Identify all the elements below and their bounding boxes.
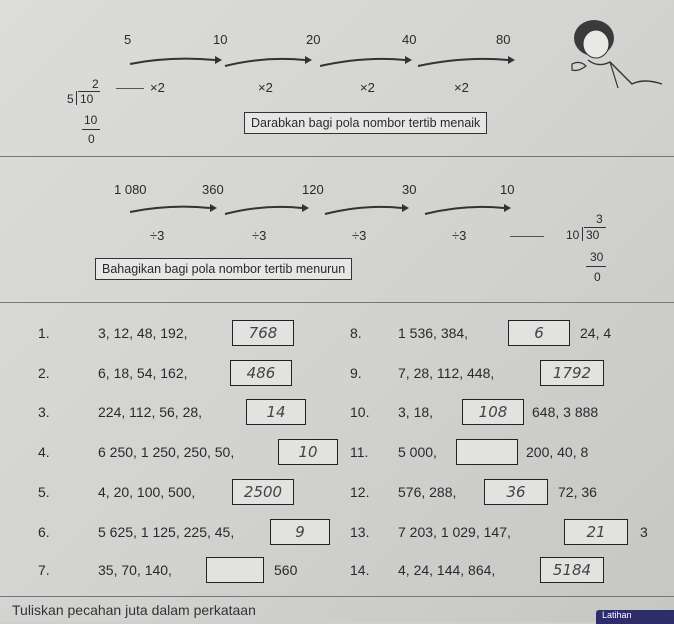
exercise-number: 1. bbox=[38, 325, 50, 341]
arrow-curve bbox=[130, 207, 210, 212]
arrow-curve bbox=[425, 207, 504, 214]
answer-box[interactable]: 5184 bbox=[540, 557, 604, 583]
operation-label: ×2 bbox=[454, 80, 469, 95]
answer-box[interactable]: 768 bbox=[232, 320, 294, 346]
arrow-curve bbox=[225, 59, 305, 66]
sequence-tail: 560 bbox=[274, 562, 298, 578]
division-bracket bbox=[582, 227, 583, 241]
sequence-text: 3, 12, 48, 192, bbox=[98, 325, 188, 341]
answer-box[interactable]: 36 bbox=[484, 479, 548, 505]
operation-label: ÷3 bbox=[352, 228, 367, 243]
operation-label: ×2 bbox=[360, 80, 375, 95]
operation-label: ÷3 bbox=[452, 228, 467, 243]
subtraction-bar bbox=[82, 129, 100, 130]
answer-box[interactable]: 2500 bbox=[232, 479, 294, 505]
operation-label: ×2 bbox=[150, 80, 165, 95]
sequence-text: 1 536, 384, bbox=[398, 325, 469, 341]
answer-box[interactable]: 10 bbox=[278, 439, 338, 465]
arrow-curve bbox=[130, 59, 215, 64]
remainder: 0 bbox=[88, 132, 95, 146]
division-bracket bbox=[76, 91, 77, 105]
sequence-number: 10 bbox=[500, 182, 515, 197]
exercise-number: 5. bbox=[38, 484, 50, 500]
sequence-text: 5 000, bbox=[398, 444, 437, 460]
sequence-text: 6 250, 1 250, 250, 50, bbox=[98, 444, 235, 460]
answer-box[interactable] bbox=[206, 557, 264, 583]
divisor: 10 bbox=[566, 228, 580, 242]
instruction-box: Bahagikan bagi pola nombor tertib menurun bbox=[95, 258, 352, 280]
arrow-curve bbox=[225, 207, 302, 214]
arrow-head bbox=[210, 204, 217, 212]
arrow-curve bbox=[325, 207, 402, 214]
arrow-head bbox=[508, 56, 515, 64]
connector-line bbox=[510, 236, 544, 237]
arrow-head bbox=[215, 56, 222, 64]
sequence-tail: 200, 40, 8 bbox=[526, 444, 589, 460]
division-bar bbox=[78, 91, 100, 92]
sequence-text: 576, 288, bbox=[398, 484, 457, 500]
connector-line bbox=[116, 88, 144, 89]
sequence-text: 7 203, 1 029, 147, bbox=[398, 524, 511, 540]
section-divider bbox=[0, 596, 674, 597]
answer-box[interactable]: 14 bbox=[246, 399, 306, 425]
dividend: 10 bbox=[80, 92, 94, 106]
product: 30 bbox=[590, 250, 604, 264]
curved-arrows bbox=[120, 52, 530, 74]
operation-label: ÷3 bbox=[150, 228, 165, 243]
exercise-number: 12. bbox=[350, 484, 370, 500]
exercise-number: 4. bbox=[38, 444, 50, 460]
sequence-number: 30 bbox=[402, 182, 417, 197]
sequence-number: 20 bbox=[306, 32, 321, 47]
sequence-number: 1 080 bbox=[114, 182, 147, 197]
sequence-number: 10 bbox=[213, 32, 228, 47]
sequence-text: 5 625, 1 125, 225, 45, bbox=[98, 524, 235, 540]
sequence-number: 5 bbox=[124, 32, 132, 47]
answer-box[interactable]: 6 bbox=[508, 320, 570, 346]
sequence-text: 7, 28, 112, 448, bbox=[398, 365, 495, 381]
curved-arrows bbox=[120, 200, 530, 222]
subtraction-bar bbox=[586, 266, 606, 267]
exercise-number: 6. bbox=[38, 524, 50, 540]
arrow-head bbox=[405, 56, 412, 64]
sequence-text: 4, 24, 144, 864, bbox=[398, 562, 496, 578]
exercise-number: 7. bbox=[38, 562, 50, 578]
sequence-tail: 3 bbox=[640, 524, 648, 540]
product: 10 bbox=[84, 113, 98, 127]
dividend: 30 bbox=[586, 228, 600, 242]
arrow-head bbox=[305, 56, 312, 64]
sequence-text: 224, 112, 56, 28, bbox=[98, 404, 203, 420]
arrow-head bbox=[504, 204, 511, 212]
next-section-heading: Tuliskan pecahan juta dalam perkataan bbox=[12, 602, 256, 618]
operation-label: ÷3 bbox=[252, 228, 267, 243]
answer-box[interactable]: 9 bbox=[270, 519, 330, 545]
divisor: 5 bbox=[67, 92, 74, 106]
answer-box[interactable]: 1792 bbox=[540, 360, 604, 386]
sequence-number: 120 bbox=[302, 182, 324, 197]
quotient: 3 bbox=[596, 212, 603, 226]
answer-box[interactable]: 21 bbox=[564, 519, 628, 545]
sequence-text: 35, 70, 140, bbox=[98, 562, 172, 578]
answer-box[interactable] bbox=[456, 439, 518, 465]
exercise-number: 11. bbox=[350, 444, 369, 460]
sequence-tail: 648, 3 888 bbox=[532, 404, 599, 420]
sequence-number: 40 bbox=[402, 32, 417, 47]
section-divider bbox=[0, 302, 674, 303]
section-divider bbox=[0, 156, 674, 157]
exercise-number: 13. bbox=[350, 524, 370, 540]
quotient: 2 bbox=[92, 77, 99, 91]
sequence-number: 360 bbox=[202, 182, 224, 197]
arrow-curve bbox=[320, 59, 405, 66]
sequence-tail: 24, 4 bbox=[580, 325, 612, 341]
exercise-number: 10. bbox=[350, 404, 370, 420]
sequence-tail: 72, 36 bbox=[558, 484, 597, 500]
answer-box[interactable]: 486 bbox=[230, 360, 292, 386]
latihan-badge: Latihan bbox=[596, 610, 674, 624]
sequence-text: 6, 18, 54, 162, bbox=[98, 365, 188, 381]
arrow-head bbox=[302, 204, 309, 212]
exercise-number: 14. bbox=[350, 562, 370, 578]
sequence-text: 4, 20, 100, 500, bbox=[98, 484, 196, 500]
remainder: 0 bbox=[594, 270, 601, 284]
teacher-illustration bbox=[558, 8, 666, 96]
exercise-number: 2. bbox=[38, 365, 50, 381]
exercise-number: 3. bbox=[38, 404, 50, 420]
answer-box[interactable]: 108 bbox=[462, 399, 524, 425]
arrow-head bbox=[402, 204, 409, 212]
instruction-box: Darabkan bagi pola nombor tertib menaik bbox=[244, 112, 487, 134]
exercise-number: 9. bbox=[350, 365, 362, 381]
sequence-text: 3, 18, bbox=[398, 404, 434, 420]
operation-label: ×2 bbox=[258, 80, 273, 95]
sequence-number: 80 bbox=[496, 32, 511, 47]
exercise-number: 8. bbox=[350, 325, 362, 341]
division-bar bbox=[584, 227, 606, 228]
arrow-curve bbox=[418, 59, 508, 66]
